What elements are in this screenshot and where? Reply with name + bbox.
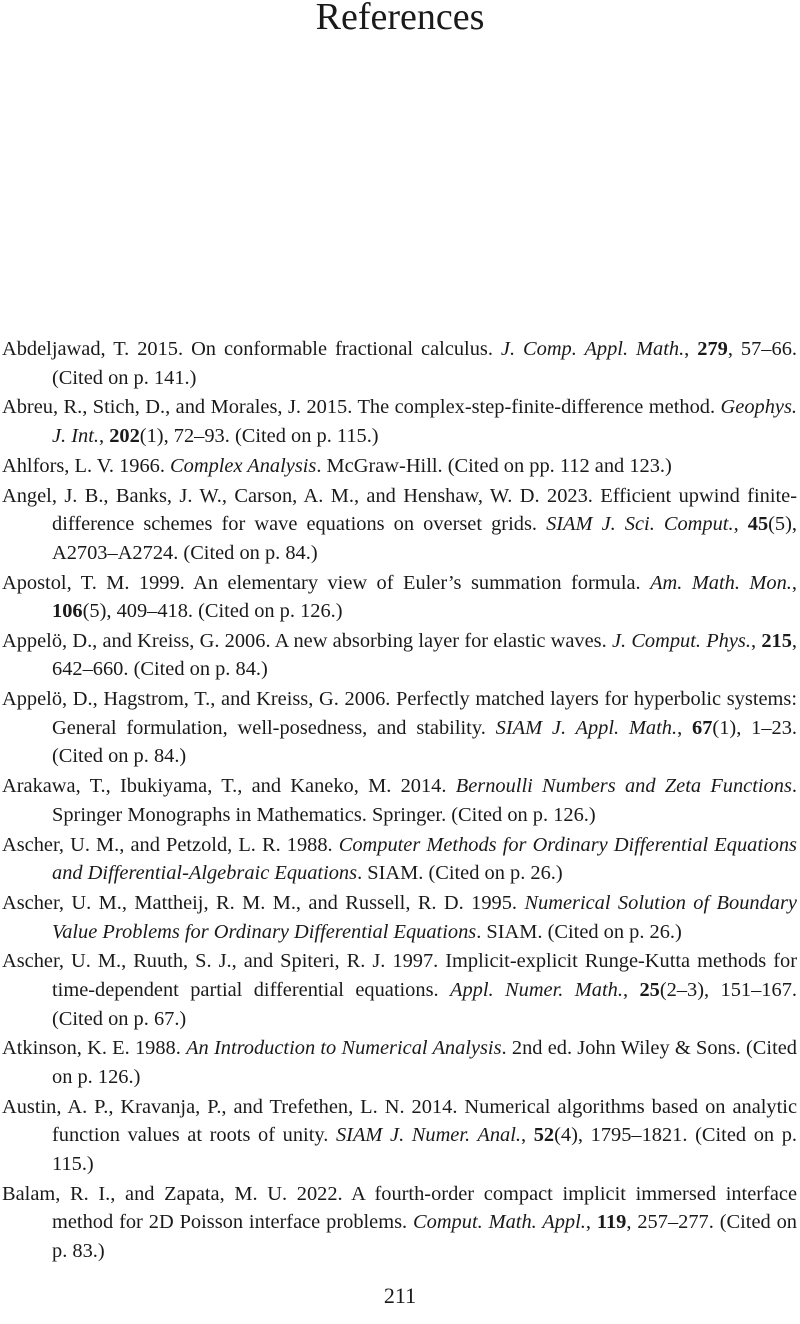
ref-volume: 119	[596, 1211, 627, 1234]
ref-volume: 52	[533, 1124, 555, 1147]
ref-text: Ascher, U. M., Ruuth, S. J., and Spiteri, R. J. 1997. Implicit-explicit Runge-Kutta methods for time-dependent partial differential equations.	[2, 950, 797, 1001]
reference-entry	[2, 947, 797, 1033]
ref-book-title: An Introduction to Numerical Analysis	[186, 1037, 502, 1060]
ref-text: Balam, R. I., and Zapata, M. U. 2022. A fourth-order compact implicit immersed interface method for 2D Poisson interface problems.	[2, 1182, 797, 1234]
ref-text: ,	[791, 571, 797, 594]
ref-volume: 215	[761, 629, 792, 652]
page-number: 211	[383, 1283, 417, 1308]
ref-volume: 106	[52, 600, 83, 623]
ref-text: . Springer Monographs in Mathematics. Springer. (Cited on p. 126.)	[52, 775, 797, 826]
reference-entry	[2, 393, 797, 450]
ref-text: Abreu, R., Stich, D., and Morales, J. 2015. The complex-step-finite-difference method.	[2, 396, 721, 419]
ref-volume: 45	[747, 513, 769, 536]
ref-text: (5), A2703–A2724. (Cited on p. 84.)	[52, 513, 798, 564]
ref-text: ,	[750, 629, 762, 652]
ref-journal: Geophys. J. Int.	[52, 396, 797, 447]
ref-book-title: Bernoulli Numbers and Zeta Functions	[455, 775, 792, 798]
ref-book-title: Numerical Solution of Boundary Value Problems for Ordinary Differential Equations	[52, 891, 797, 943]
page-title: References	[315, 0, 485, 38]
ref-journal: Comput. Math. Appl.	[413, 1211, 586, 1234]
ref-text: , 57–66. (Cited on p. 141.)	[52, 338, 797, 389]
ref-text: (4), 1795–1821. (Cited on p. 115.)	[52, 1124, 797, 1175]
ref-journal: SIAM J. Sci. Comput.	[546, 513, 734, 536]
ref-journal: SIAM J. Appl. Math.	[495, 716, 678, 739]
ref-text: Ascher, U. M., Mattheij, R. M. M., and Russell, R. D. 1995.	[2, 891, 525, 914]
reference-entry	[2, 831, 797, 888]
ref-text: ,	[733, 513, 748, 536]
ref-text: Arakawa, T., Ibukiyama, T., and Kaneko, M. 2014.	[2, 775, 456, 798]
ref-text: Abdeljawad, T. 2015. On conformable fractional calculus.	[2, 338, 501, 360]
ref-text: . 2nd ed. John Wiley & Sons. (Cited on p. 126.)	[52, 1037, 797, 1088]
ref-text: (1), 1–23. (Cited on p. 84.)	[52, 716, 798, 768]
reference-entry	[2, 889, 797, 946]
ref-journal: SIAM J. Numer. Anal.	[335, 1124, 521, 1147]
ref-text: . McGraw-Hill. (Cited on pp. 112 and 123.)	[316, 454, 672, 477]
ref-volume: 25	[639, 978, 660, 1001]
ref-text: ,	[622, 978, 640, 1001]
ref-text: , 257–277. (Cited on p. 83.)	[52, 1211, 797, 1262]
ref-text: ,	[521, 1124, 534, 1147]
ref-text: Austin, A. P., Kravanja, P., and Trefethen, L. N. 2014. Numerical algorithms based on analytic function values at roots of unity.	[2, 1095, 797, 1147]
reference-entry	[2, 482, 797, 568]
reference-entry	[2, 1093, 797, 1179]
ref-book-title: Complex Analysis	[170, 454, 317, 477]
ref-volume: 279	[697, 338, 728, 360]
ref-journal: Am. Math. Mon.	[650, 571, 792, 594]
reference-entry	[2, 569, 797, 626]
ref-book-title: Computer Methods for Ordinary Differential Equations and Differential-Algebraic Equations	[52, 833, 797, 885]
ref-text: Angel, J. B., Banks, J. W., Carson, A. M., and Henshaw, W. D. 2023. Efficient upwind finite-difference schemes for wave equations on overset grids.	[2, 484, 797, 536]
ref-volume: 67	[692, 716, 713, 739]
reference-entry	[2, 335, 797, 392]
reference-entry	[2, 1034, 797, 1091]
reference-entry	[2, 1180, 797, 1266]
ref-text: Ascher, U. M., and Petzold, L. R. 1988.	[2, 833, 339, 856]
ref-text: Appelö, D., and Kreiss, G. 2006. A new absorbing layer for elastic waves.	[2, 629, 612, 652]
ref-text: Ahlfors, L. V. 1966.	[2, 454, 171, 477]
ref-text: ,	[684, 338, 698, 360]
ref-text: Atkinson, K. E. 1988.	[2, 1037, 187, 1060]
ref-text: . SIAM. (Cited on p. 26.)	[476, 920, 682, 943]
reference-entry	[2, 772, 797, 829]
ref-text: Apostol, T. M. 1999. An elementary view of Euler’s summation formula.	[2, 571, 651, 594]
reference-entry	[2, 627, 797, 684]
ref-text: (2–3), 151–167. (Cited on p. 67.)	[52, 978, 797, 1030]
ref-journal: J. Comput. Phys.	[611, 629, 751, 652]
ref-text: Appelö, D., Hagstrom, T., and Kreiss, G. 2006. Perfectly matched layers for hyperbolic systems: General formulation, well-posedness, and stability.	[2, 688, 797, 739]
reference-list	[2, 335, 797, 1267]
ref-journal: Appl. Numer. Math.	[450, 978, 623, 1001]
reference-entry	[2, 685, 797, 771]
ref-text: ,	[99, 424, 110, 447]
ref-text: (5), 409–418. (Cited on p. 126.)	[82, 600, 343, 623]
ref-text: ,	[585, 1211, 597, 1234]
ref-text: . SIAM. (Cited on p. 26.)	[357, 862, 563, 885]
ref-text: (1), 72–93. (Cited on p. 115.)	[139, 424, 379, 447]
ref-text: , 642–660. (Cited on p. 84.)	[52, 629, 798, 681]
ref-text: ,	[677, 716, 693, 739]
reference-entry	[2, 452, 797, 481]
ref-journal: J. Comp. Appl. Math.	[500, 338, 685, 360]
ref-volume: 202	[109, 424, 140, 447]
